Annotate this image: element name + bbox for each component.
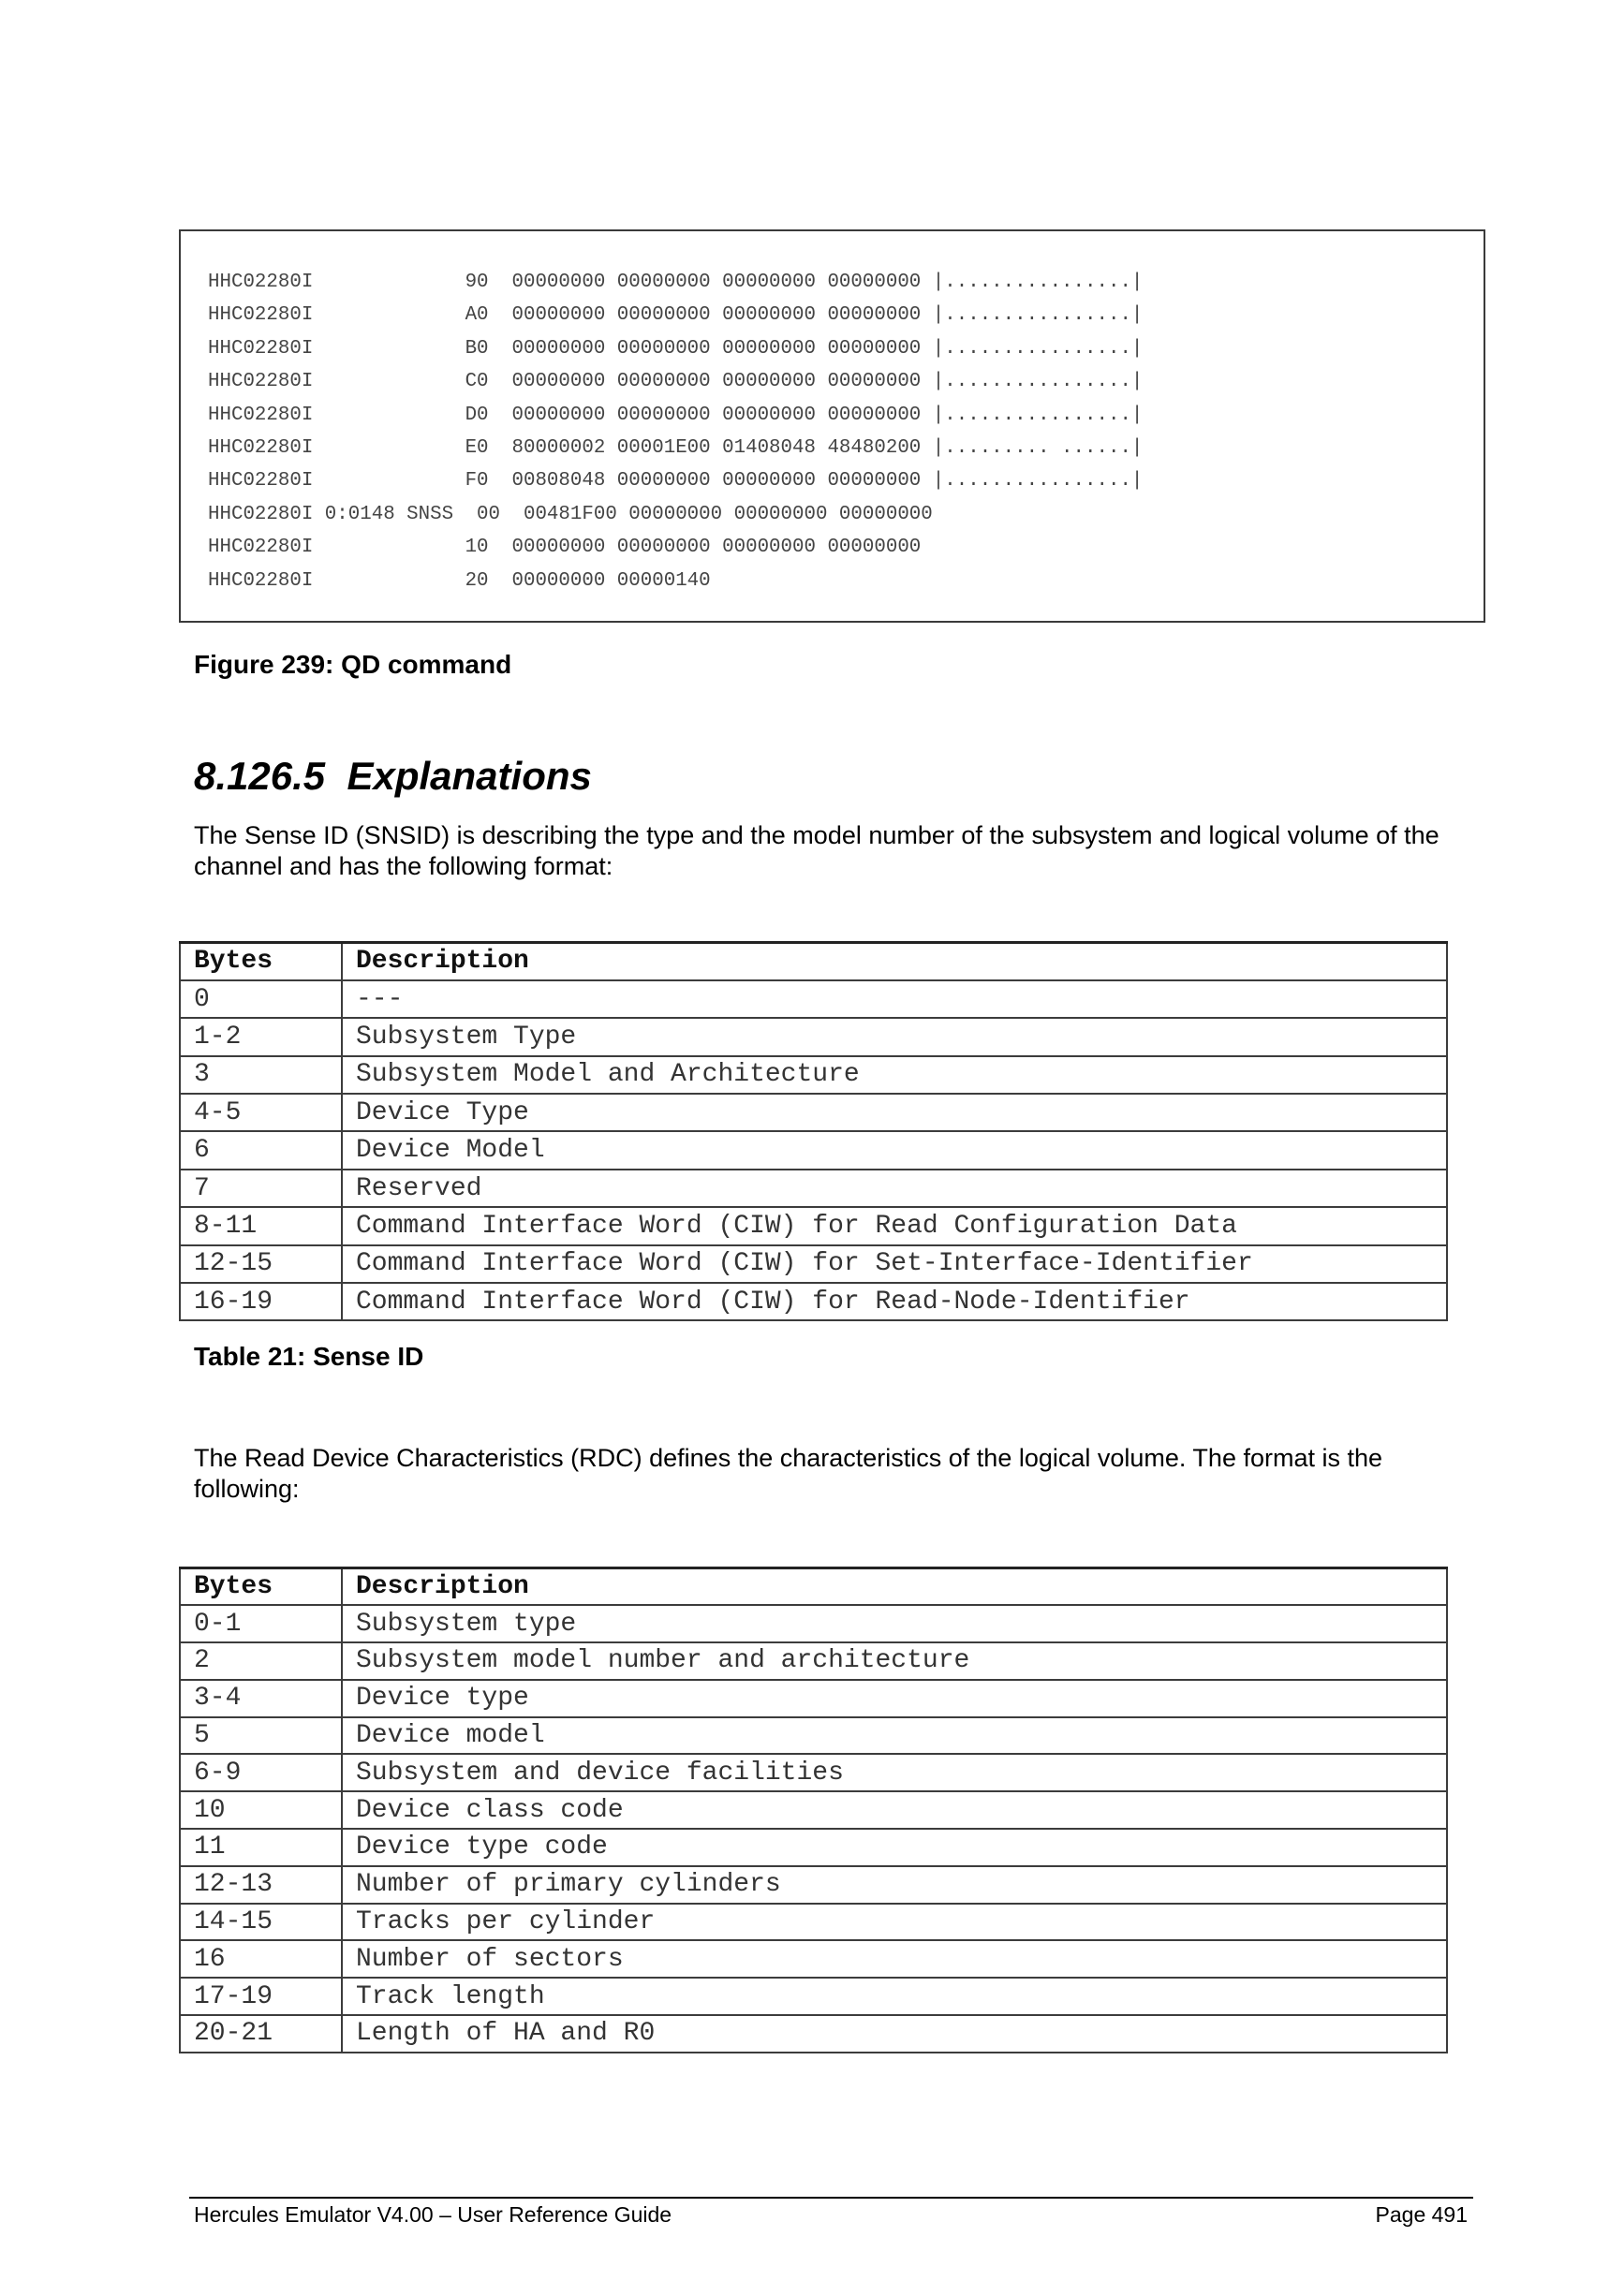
rdc-intro-paragraph: The Read Device Characteristics (RDC) defines the characteristics of the logical volume. The format is the following:: [194, 1444, 1383, 1503]
description-cell: Device Type: [342, 1094, 1447, 1131]
table-row: [180, 1131, 1447, 1169]
bytes-cell: 6: [180, 1131, 342, 1169]
bytes-cell: 6-9: [180, 1754, 342, 1791]
bytes-cell: 3-4: [180, 1680, 342, 1717]
description-cell: Command Interface Word (CIW) for Read Configuration Data: [342, 1207, 1447, 1244]
bytes-cell: 12-13: [180, 1866, 342, 1904]
bytes-cell: 11: [180, 1829, 342, 1866]
sense-id-intro-paragraph: The Sense ID (SNSID) is describing the type and the model number of the subsystem and logical volume of the channel and has the following format:: [194, 821, 1439, 880]
bytes-cell: 5: [180, 1717, 342, 1755]
code-line: HHC02280I 90 00000000 00000000 00000000 00000000 |................|: [208, 272, 1144, 293]
bytes-cell: 20-21: [180, 2015, 342, 2053]
description-cell: Track length: [342, 1978, 1447, 2015]
description-cell: Subsystem Model and Architecture: [342, 1056, 1447, 1094]
table-row: [180, 1094, 1447, 1131]
bytes-cell: 10: [180, 1791, 342, 1829]
description-cell: Device Model: [342, 1131, 1447, 1169]
code-line: HHC02280I B0 00000000 00000000 00000000 00000000 |................|: [208, 337, 1144, 360]
sense-id-table-caption: Table 21: Sense ID: [194, 1342, 424, 1371]
footer-divider: [189, 2197, 1473, 2199]
table-row: [180, 1829, 1447, 1866]
rdc-table: [179, 1567, 1448, 2053]
footer-document-title: Hercules Emulator V4.00 – User Reference Guide: [194, 2202, 672, 2227]
table-row: [180, 1791, 1447, 1829]
bytes-cell: 2: [180, 1642, 342, 1680]
table-row: [180, 1717, 1447, 1755]
description-cell: Device type code: [342, 1829, 1447, 1866]
table-row: [180, 2015, 1447, 2053]
table-row: [180, 1605, 1447, 1642]
bytes-cell: 12-15: [180, 1245, 342, 1283]
bytes-cell: 16: [180, 1940, 342, 1978]
description-cell: Subsystem Type: [342, 1018, 1447, 1055]
table-row: [180, 1866, 1447, 1904]
bytes-cell: 4-5: [180, 1094, 342, 1131]
table-row: [180, 980, 1447, 1018]
description-cell: ---: [342, 980, 1447, 1018]
code-line: HHC02280I F0 00808048 00000000 00000000 00000000 |................|: [208, 470, 1144, 493]
table-row: [180, 1904, 1447, 1941]
description-cell: Device type: [342, 1680, 1447, 1717]
code-line: HHC02280I A0 00000000 00000000 00000000 00000000 |................|: [208, 304, 1144, 327]
table-row: [180, 1940, 1447, 1978]
column-header-description: Description: [342, 1568, 1447, 1606]
code-listing-box: [179, 229, 1485, 623]
table-row: [180, 1680, 1447, 1717]
table-row: [180, 1170, 1447, 1207]
bytes-cell: 0: [180, 980, 342, 1018]
bytes-cell: 8-11: [180, 1207, 342, 1244]
description-cell: Number of primary cylinders: [342, 1866, 1447, 1904]
footer-page-number: Page 491: [1375, 2202, 1468, 2227]
code-listing: [208, 266, 1143, 597]
table-row: [180, 1754, 1447, 1791]
code-line: HHC02280I D0 00000000 00000000 00000000 00000000 |................|: [208, 404, 1144, 426]
column-header-description: Description: [342, 943, 1447, 980]
table-row: [180, 1207, 1447, 1244]
column-header-bytes: Bytes: [180, 1568, 342, 1606]
table-row: [180, 1245, 1447, 1283]
description-cell: Number of sectors: [342, 1940, 1447, 1978]
table-header-row: [180, 943, 1447, 980]
column-header-bytes: Bytes: [180, 943, 342, 980]
table-row: [180, 1283, 1447, 1320]
code-line: HHC02280I C0 00000000 00000000 00000000 00000000 |................|: [208, 371, 1144, 393]
description-cell: Subsystem model number and architecture: [342, 1642, 1447, 1680]
section-heading: 8.126.5 Explanations: [194, 754, 592, 798]
description-cell: Device model: [342, 1717, 1447, 1755]
code-line: HHC02280I 10 00000000 00000000 00000000 00000000: [208, 537, 922, 559]
table-header-row: [180, 1568, 1447, 1606]
sense-id-table: [179, 941, 1448, 1321]
bytes-cell: 16-19: [180, 1283, 342, 1320]
bytes-cell: 17-19: [180, 1978, 342, 2015]
table-row: [180, 1642, 1447, 1680]
bytes-cell: 3: [180, 1056, 342, 1094]
bytes-cell: 7: [180, 1170, 342, 1207]
table-row: [180, 1056, 1447, 1094]
code-line: HHC02280I 0:0148 SNSS 00 00481F00 00000000 00000000 00000000: [208, 503, 933, 525]
bytes-cell: 0-1: [180, 1605, 342, 1642]
table-row: [180, 1018, 1447, 1055]
bytes-cell: 14-15: [180, 1904, 342, 1941]
description-cell: Length of HA and R0: [342, 2015, 1447, 2053]
description-cell: Subsystem and device facilities: [342, 1754, 1447, 1791]
code-line: HHC02280I E0 80000002 00001E00 01408048 48480200 |......... ......|: [208, 436, 1144, 459]
figure-caption: Figure 239: QD command: [194, 650, 512, 679]
description-cell: Device class code: [342, 1791, 1447, 1829]
code-line: HHC02280I 20 00000000 00000140: [208, 569, 711, 592]
description-cell: Subsystem type: [342, 1605, 1447, 1642]
description-cell: Command Interface Word (CIW) for Set-Interface-Identifier: [342, 1245, 1447, 1283]
description-cell: Reserved: [342, 1170, 1447, 1207]
bytes-cell: 1-2: [180, 1018, 342, 1055]
description-cell: Command Interface Word (CIW) for Read-Node-Identifier: [342, 1283, 1447, 1320]
table-row: [180, 1978, 1447, 2015]
description-cell: Tracks per cylinder: [342, 1904, 1447, 1941]
